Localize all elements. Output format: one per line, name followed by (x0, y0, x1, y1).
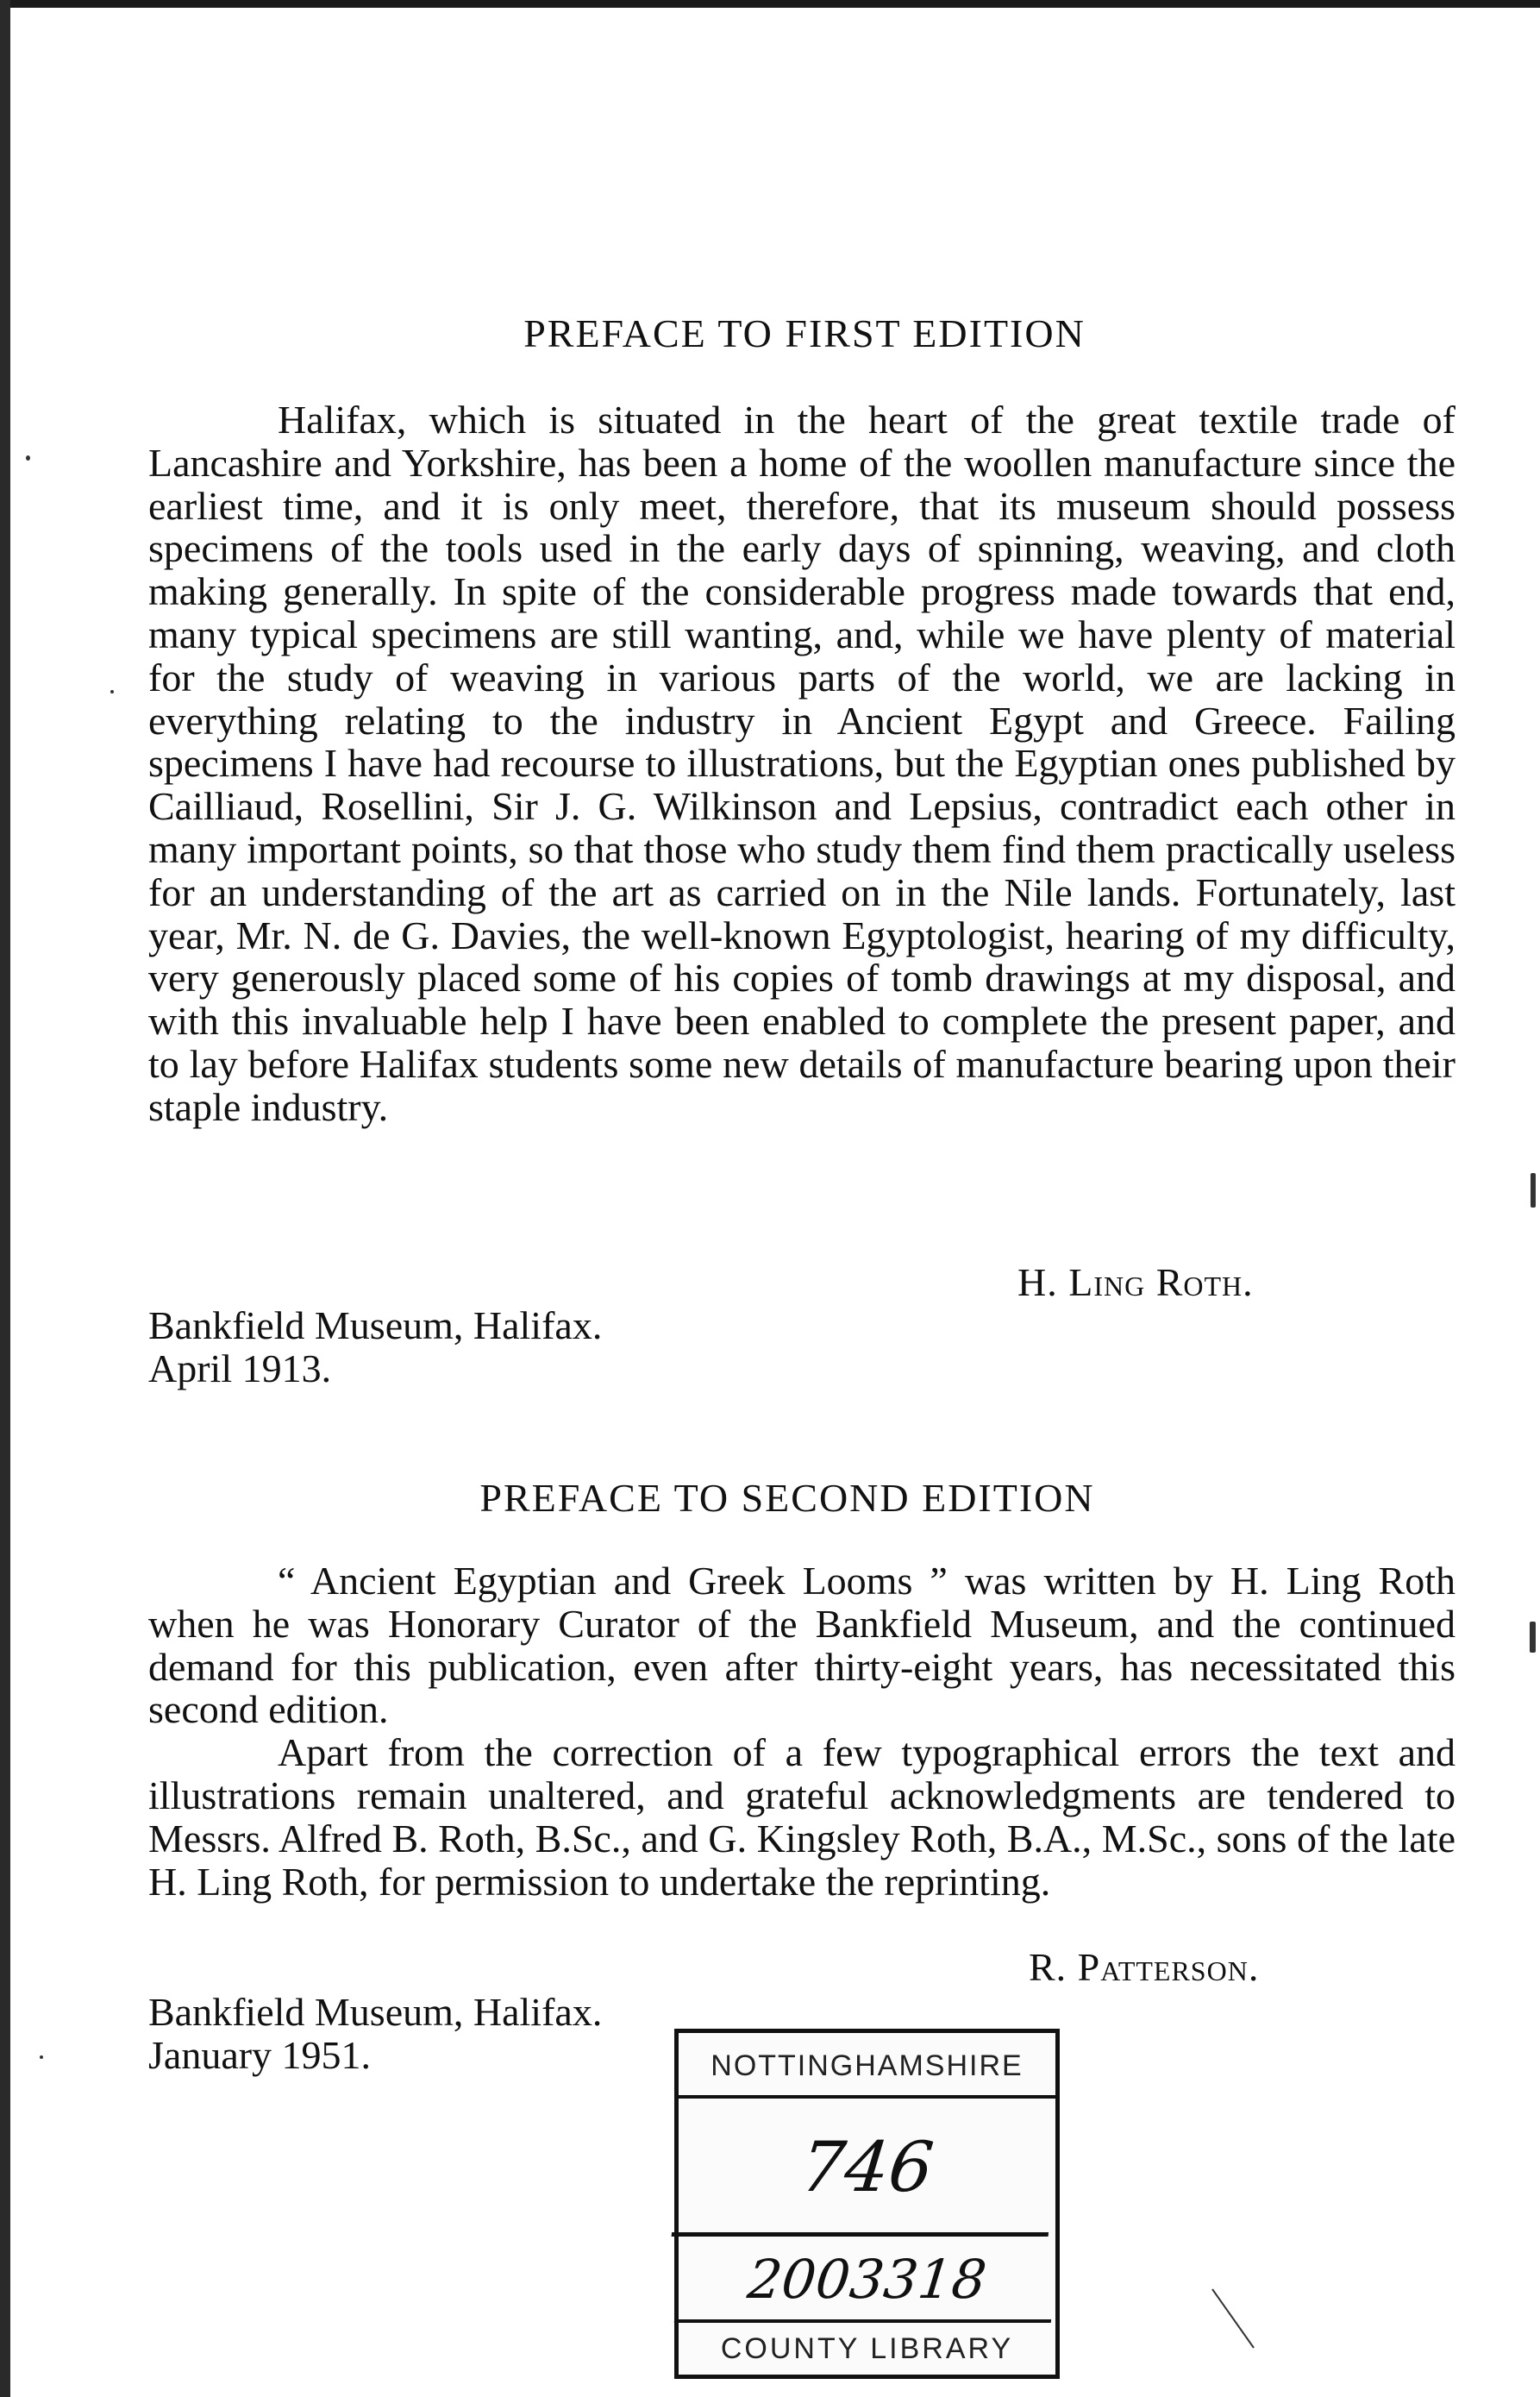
second-edition-place: Bankfield Museum, Halifax. (148, 1990, 603, 2034)
scan-speck (1530, 1622, 1536, 1653)
second-edition-body (148, 1559, 1455, 1903)
scan-speck (26, 455, 30, 461)
second-edition-signature: R. Patterson. (1029, 1945, 1260, 1989)
first-edition-body (148, 398, 1455, 1129)
stamp-class-number: 746 (672, 2099, 1063, 2237)
first-edition-dateline (148, 1304, 602, 1390)
second-edition-heading: PREFACE TO SECOND EDITION (479, 1476, 1095, 1520)
second-edition-paragraph-1: “ Ancient Egyptian and Greek Looms ” was written by H. Ling Roth when he was Honorary Curator of the Bankfield Museum, and the continued demand for this publication, even after thirty-eight years, has necessitated this second edition. (148, 1559, 1455, 1732)
scan-edge-top (0, 0, 1540, 8)
stamp-library-label: COUNTY LIBRARY (720, 2332, 1014, 2365)
first-edition-date: April 1913. (148, 1346, 332, 1390)
scan-edge-left (0, 0, 10, 2397)
second-edition-date: January 1951. (148, 2033, 372, 2077)
second-edition-dateline (148, 1991, 602, 2077)
scan-speck (40, 2055, 43, 2059)
first-edition-place: Bankfield Museum, Halifax. (148, 1303, 603, 1347)
scan-speck (1531, 1173, 1536, 1208)
second-edition-paragraph-2: Apart from the correction of a few typographical errors the text and illustrations remain unaltered, and grateful acknowledgments are tendered to Messrs. Alfred B. Roth, B.Sc., and G. Kingsley Roth, B.A., M.Sc., sons of the late H. Ling Roth, for permission to undertake the reprinting. (148, 1730, 1455, 1904)
scan-speck (110, 690, 114, 693)
stamp-accession-number: 2003318 (674, 2237, 1061, 2323)
first-edition-paragraph: Halifax, which is situated in the heart of the great textile trade of Lancashire and Yorkshire, has been a home of the woollen manufacture since the earliest time, and it is only meet, therefore, that its museum should possess specimens of the tools used in the early days of spinning, weaving, and cloth making generally. In spite of the considerable progress made towards that end, many typical specimens are still wanting, and, while we have plenty of material for the study of weaving in various parts of the world, we are lacking in everything relating to the industry in Ancient Egypt and Greece. Failing specimens I have had recourse to illustrations, but the Egyptian ones published by Cailliaud, Rosellini, Sir J. G. Wilkinson and Lepsius, contradict each other in many important points, so that those who study them find them practically useless for an understanding of the art as carried on in the Nile lands. Fortunately, last year, Mr. N. de G. Davies, the well-known Egyptologist, hearing of my difficulty, very generously placed some of his copies of tomb drawings at my disposal, and with this invaluable help I have been enabled to complete the present paper, and to lay before Halifax students some new details of manufacture bearing upon their staple industry. (148, 398, 1455, 1129)
library-stamp (674, 2029, 1060, 2379)
pencil-mark (1209, 2286, 1261, 2355)
stamp-county-name: NOTTINGHAMSHIRE (679, 2033, 1055, 2099)
first-edition-heading: PREFACE TO FIRST EDITION (523, 311, 1086, 355)
first-edition-signature: H. Ling Roth. (1017, 1260, 1254, 1304)
